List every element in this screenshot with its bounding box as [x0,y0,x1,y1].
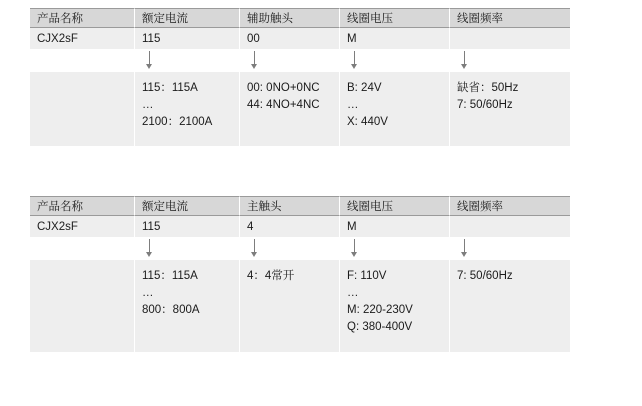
table-detail-row [30,260,570,352]
down-arrow-icon [350,51,359,71]
header-aux-contact: 辅助触头 [240,8,340,28]
down-arrow-icon [145,51,154,71]
value-product-name: CJX2sF [30,28,135,50]
arrow-slot-main-contact [240,238,340,260]
detail-coil-voltage: F: 110V … M: 220-230V Q: 380-400V [340,260,450,352]
detail-coil-frequency: 7: 50/60Hz [450,260,570,352]
header-main-contact: 主触头 [240,196,340,216]
down-arrow-icon [250,51,259,71]
down-arrow-icon [460,239,469,259]
arrow-slot-product-name [30,50,135,72]
arrow-slot-coil-voltage [340,50,450,72]
header-product-name: 产品名称 [30,196,135,216]
value-coil-voltage: M [340,28,450,50]
arrow-slot-coil-frequency [450,50,570,72]
detail-coil-voltage: B: 24V … X: 440V [340,72,450,146]
table-header-row [30,8,570,28]
arrow-slot-coil-frequency [450,238,570,260]
spec-block-main-contact [30,196,570,352]
arrow-slot-rated-current [135,50,240,72]
down-arrow-icon [250,239,259,259]
down-arrow-icon [460,51,469,71]
header-coil-voltage: 线圈电压 [340,196,450,216]
header-product-name: 产品名称 [30,8,135,28]
detail-main-contact: 4：4常开 [240,260,340,352]
detail-rated-current: 115：115A … 2100：2100A [135,72,240,146]
arrow-slot-product-name [30,238,135,260]
arrow-slot-aux-contact [240,50,340,72]
table-value-row [30,28,570,50]
value-product-name: CJX2sF [30,216,135,238]
value-aux-contact: 00 [240,28,340,50]
table-header-row [30,196,570,216]
value-coil-frequency [450,28,570,50]
header-coil-frequency: 线圈频率 [450,8,570,28]
value-coil-frequency [450,216,570,238]
table-detail-row [30,72,570,146]
arrow-row [30,238,570,260]
detail-coil-frequency: 缺省：50Hz 7: 50/60Hz [450,72,570,146]
header-coil-voltage: 线圈电压 [340,8,450,28]
arrow-row [30,50,570,72]
table-value-row [30,216,570,238]
detail-rated-current: 115：115A … 800：800A [135,260,240,352]
header-rated-current: 额定电流 [135,8,240,28]
value-coil-voltage: M [340,216,450,238]
value-rated-current: 115 [135,28,240,50]
arrow-slot-coil-voltage [340,238,450,260]
detail-product-name [30,260,135,352]
header-coil-frequency: 线圈频率 [450,196,570,216]
down-arrow-icon [350,239,359,259]
header-rated-current: 额定电流 [135,196,240,216]
detail-aux-contact: 00: 0NO+0NC 44: 4NO+4NC [240,72,340,146]
detail-product-name [30,72,135,146]
spec-block-aux-contact [30,8,570,146]
value-main-contact: 4 [240,216,340,238]
down-arrow-icon [145,239,154,259]
arrow-slot-rated-current [135,238,240,260]
value-rated-current: 115 [135,216,240,238]
